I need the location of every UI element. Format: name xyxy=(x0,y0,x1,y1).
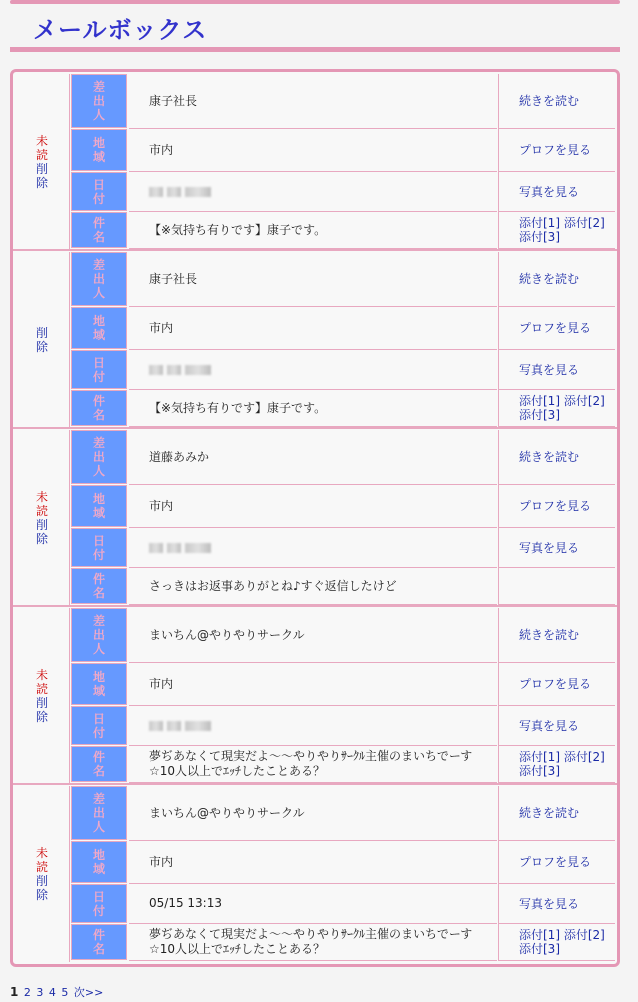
view-profile-link[interactable]: プロフを見る xyxy=(519,143,592,157)
label-char: 差 xyxy=(92,792,105,806)
message-subject xyxy=(129,390,497,427)
redacted-date-part xyxy=(149,365,163,375)
message-block xyxy=(13,784,617,962)
action-sender xyxy=(498,430,615,485)
label-subject xyxy=(71,924,127,960)
label-region xyxy=(71,663,127,705)
label-date xyxy=(71,884,127,923)
message-status xyxy=(15,608,70,784)
message-region-text: 市内 xyxy=(149,854,174,869)
label-char: 域 xyxy=(92,328,105,342)
label-char: 件 xyxy=(92,216,105,230)
message-subject-text: 【※気持ち有りです】康子です。 xyxy=(149,400,327,415)
message-subject-text: 【※気持ち有りです】康子です。 xyxy=(149,222,327,237)
label-char: 地 xyxy=(92,492,105,506)
message-sender-text: まいちん@やりやりサークル xyxy=(149,627,305,642)
label-char: 日 xyxy=(92,355,105,370)
message-subject-text: さっきはお返事ありがとね♪すぐ返信したけど xyxy=(149,578,397,593)
message-sender xyxy=(129,608,497,663)
attachment-3-link[interactable]: 添付[3] xyxy=(519,764,560,778)
action-sender xyxy=(498,252,615,307)
action-sender xyxy=(498,608,615,663)
message-date xyxy=(129,172,497,212)
page-title: メールボックス xyxy=(33,16,208,44)
label-char: 付 xyxy=(92,547,105,562)
attachment-links xyxy=(519,394,609,422)
delete-link-char[interactable]: 削 xyxy=(35,874,48,888)
label-sender xyxy=(71,786,127,840)
action-date xyxy=(498,528,615,568)
action-region xyxy=(498,841,615,884)
read-more-link[interactable]: 続きを読む xyxy=(519,94,580,108)
message-subject-text: 夢ぢあなくて現実だよ〜〜やりやりｻｰｸﾙ主催のまいちでーす ☆10人以上でｴｯﾁしたことある？ xyxy=(149,749,473,778)
message-sender xyxy=(129,430,497,485)
label-char: 域 xyxy=(92,506,105,520)
unread-marker: 未 xyxy=(35,846,48,860)
label-char: 人 xyxy=(92,108,105,122)
delete-link[interactable] xyxy=(36,874,48,902)
view-photo-link[interactable]: 写真を見る xyxy=(519,540,580,555)
attachment-links xyxy=(519,928,609,956)
label-char: 域 xyxy=(92,684,105,698)
unread-marker: 読 xyxy=(35,682,48,696)
action-region xyxy=(498,485,615,528)
label-char: 地 xyxy=(92,670,105,684)
message-date xyxy=(129,884,497,924)
label-date xyxy=(71,172,127,211)
view-photo-link[interactable]: 写真を見る xyxy=(519,184,580,199)
delete-link-char[interactable]: 削 xyxy=(35,326,48,340)
read-more-link[interactable]: 続きを読む xyxy=(519,450,580,464)
label-char: 日 xyxy=(92,177,105,192)
action-region xyxy=(498,129,615,172)
action-subject xyxy=(498,212,615,249)
redacted-date-part xyxy=(185,365,211,375)
label-char: 地 xyxy=(92,314,105,328)
message-region xyxy=(129,485,497,528)
label-char: 地 xyxy=(92,136,105,150)
message-subject xyxy=(129,568,497,605)
pagination-next-link[interactable]: 次>> xyxy=(73,986,104,999)
label-date xyxy=(71,706,127,745)
message-date xyxy=(129,706,497,746)
attachment-2-link[interactable]: 添付[2] xyxy=(563,394,605,408)
label-subject xyxy=(71,746,127,782)
label-char: 日 xyxy=(92,889,105,904)
action-sender xyxy=(498,74,615,129)
redacted-date-part xyxy=(185,721,211,731)
message-region xyxy=(129,841,497,884)
label-date xyxy=(71,528,127,567)
action-subject xyxy=(498,390,615,427)
unread-marker: 未 xyxy=(35,134,48,148)
label-char: 名 xyxy=(92,230,105,244)
message-subject xyxy=(129,746,497,783)
view-photo-link[interactable]: 写真を見る xyxy=(519,896,580,911)
action-date xyxy=(498,706,615,746)
message-region-text: 市内 xyxy=(149,320,174,335)
label-char: 日 xyxy=(92,533,105,548)
label-char: 出 xyxy=(92,94,105,108)
unread-marker: 未 xyxy=(35,490,48,504)
delete-link[interactable] xyxy=(36,326,48,354)
message-sender xyxy=(129,74,497,129)
unread-marker: 読 xyxy=(35,148,48,162)
attachment-1-link[interactable]: 添付[1] xyxy=(519,928,560,942)
label-char: 人 xyxy=(92,286,105,300)
message-subject xyxy=(129,924,497,961)
message-sender-text: まいちん@やりやりサークル xyxy=(149,805,305,820)
view-photo-link[interactable]: 写真を見る xyxy=(519,362,580,377)
message-sender xyxy=(129,252,497,307)
attachment-1-link[interactable]: 添付[1] xyxy=(519,216,560,230)
delete-link-char[interactable]: 削 xyxy=(35,162,48,176)
message-status xyxy=(15,74,70,250)
label-char: 出 xyxy=(92,806,105,820)
label-region xyxy=(71,307,127,349)
read-more-link[interactable]: 続きを読む xyxy=(519,628,580,642)
message-region xyxy=(129,663,497,706)
label-char: 名 xyxy=(92,408,105,422)
action-sender xyxy=(498,786,615,841)
unread-marker: 読 xyxy=(35,860,48,874)
delete-link-char[interactable]: 除 xyxy=(35,888,48,902)
label-char: 差 xyxy=(92,258,105,272)
message-sender xyxy=(129,786,497,841)
attachment-links xyxy=(519,750,609,778)
delete-link-char[interactable]: 削 xyxy=(35,518,48,532)
attachment-1-link[interactable]: 添付[1] xyxy=(519,394,560,408)
label-sender xyxy=(71,608,127,662)
unread-marker: 未 xyxy=(35,668,48,682)
message-region-text: 市内 xyxy=(149,676,174,691)
pagination-page-link[interactable]: 2 xyxy=(23,986,31,999)
redacted-date-part xyxy=(149,721,163,731)
label-region xyxy=(71,129,127,171)
pagination-current-page: 1 xyxy=(10,985,19,999)
label-char: 付 xyxy=(92,903,105,918)
label-region xyxy=(71,841,127,883)
label-char: 付 xyxy=(92,369,105,384)
attachment-3-link[interactable]: 添付[3] xyxy=(519,942,560,956)
label-char: 日 xyxy=(92,711,105,726)
delete-link-char[interactable]: 削 xyxy=(35,696,48,710)
mailbox-panel xyxy=(10,69,620,967)
label-char: 出 xyxy=(92,272,105,286)
redacted-date-part xyxy=(185,543,211,553)
attachment-2-link[interactable]: 添付[2] xyxy=(563,750,605,764)
title-divider xyxy=(10,47,620,52)
attachment-2-link[interactable]: 添付[2] xyxy=(563,928,605,942)
label-char: 件 xyxy=(92,394,105,408)
redacted-date-part xyxy=(185,187,211,197)
message-block xyxy=(13,606,617,784)
message-sender-text: 康子社長 xyxy=(149,271,198,286)
message-date-text: 05/15 13:13 xyxy=(149,896,222,910)
label-subject xyxy=(71,390,127,426)
label-char: 付 xyxy=(92,191,105,206)
message-region-text: 市内 xyxy=(149,498,174,513)
pagination-page-link[interactable]: 3 xyxy=(36,986,44,999)
message-status xyxy=(15,786,70,962)
delete-link-char[interactable]: 除 xyxy=(35,340,48,354)
label-sender xyxy=(71,74,127,128)
redacted-date-part xyxy=(167,365,181,375)
read-more-link[interactable]: 続きを読む xyxy=(519,806,580,820)
label-char: 人 xyxy=(92,642,105,656)
redacted-date-part xyxy=(149,543,163,553)
message-block xyxy=(13,72,617,250)
label-subject xyxy=(71,568,127,604)
delete-link-char[interactable]: 除 xyxy=(35,532,48,546)
action-date xyxy=(498,884,615,924)
action-region xyxy=(498,307,615,350)
message-status xyxy=(15,430,70,606)
action-date xyxy=(498,350,615,390)
label-char: 差 xyxy=(92,80,105,94)
message-date xyxy=(129,350,497,390)
unread-marker: 読 xyxy=(35,504,48,518)
label-char: 域 xyxy=(92,862,105,876)
label-char: 名 xyxy=(92,942,105,956)
action-subject xyxy=(498,746,615,783)
pagination-page-link[interactable]: 4 xyxy=(48,986,56,999)
message-region xyxy=(129,129,497,172)
label-char: 件 xyxy=(92,572,105,586)
message-region-text: 市内 xyxy=(149,142,174,157)
redacted-date-part xyxy=(167,721,181,731)
top-divider xyxy=(10,0,620,4)
message-region xyxy=(129,307,497,350)
action-subject xyxy=(498,924,615,961)
attachment-3-link[interactable]: 添付[3] xyxy=(519,408,560,422)
message-subject xyxy=(129,212,497,249)
view-profile-link[interactable]: プロフを見る xyxy=(519,499,592,513)
message-status xyxy=(15,252,70,428)
label-char: 付 xyxy=(92,725,105,740)
message-date xyxy=(129,528,497,568)
view-profile-link[interactable]: プロフを見る xyxy=(519,855,592,869)
label-region xyxy=(71,485,127,527)
action-region xyxy=(498,663,615,706)
redacted-date-part xyxy=(167,543,181,553)
label-char: 人 xyxy=(92,820,105,834)
label-char: 出 xyxy=(92,450,105,464)
message-subject-text: 夢ぢあなくて現実だよ〜〜やりやりｻｰｸﾙ主催のまいちでーす ☆10人以上でｴｯﾁしたことある？ xyxy=(149,927,473,956)
label-char: 件 xyxy=(92,750,105,764)
action-subject xyxy=(498,568,615,605)
message-block xyxy=(13,250,617,428)
label-sender xyxy=(71,252,127,306)
pagination-page-link[interactable]: 5 xyxy=(61,986,69,999)
label-sender xyxy=(71,430,127,484)
delete-link[interactable] xyxy=(36,696,48,724)
label-char: 域 xyxy=(92,150,105,164)
delete-link-char[interactable]: 除 xyxy=(35,176,48,190)
redacted-date-part xyxy=(167,187,181,197)
label-char: 差 xyxy=(92,614,105,628)
label-char: 件 xyxy=(92,928,105,942)
pagination xyxy=(10,984,105,1000)
view-photo-link[interactable]: 写真を見る xyxy=(519,718,580,733)
view-profile-link[interactable]: プロフを見る xyxy=(519,677,592,691)
message-sender-text: 道藤あみか xyxy=(149,449,210,464)
label-char: 名 xyxy=(92,586,105,600)
attachment-2-link[interactable]: 添付[2] xyxy=(563,216,605,230)
message-block xyxy=(13,428,617,606)
attachment-1-link[interactable]: 添付[1] xyxy=(519,750,560,764)
redacted-date-part xyxy=(149,187,163,197)
action-date xyxy=(498,172,615,212)
label-subject xyxy=(71,212,127,248)
delete-link[interactable] xyxy=(36,518,48,546)
read-more-link[interactable]: 続きを読む xyxy=(519,272,580,286)
label-char: 名 xyxy=(92,764,105,778)
label-char: 人 xyxy=(92,464,105,478)
label-date xyxy=(71,350,127,389)
label-char: 出 xyxy=(92,628,105,642)
message-sender-text: 康子社長 xyxy=(149,93,198,108)
label-char: 差 xyxy=(92,436,105,450)
view-profile-link[interactable]: プロフを見る xyxy=(519,321,592,335)
attachment-links xyxy=(519,216,609,244)
delete-link[interactable] xyxy=(36,162,48,190)
attachment-3-link[interactable]: 添付[3] xyxy=(519,230,560,244)
delete-link-char[interactable]: 除 xyxy=(35,710,48,724)
label-char: 地 xyxy=(92,848,105,862)
